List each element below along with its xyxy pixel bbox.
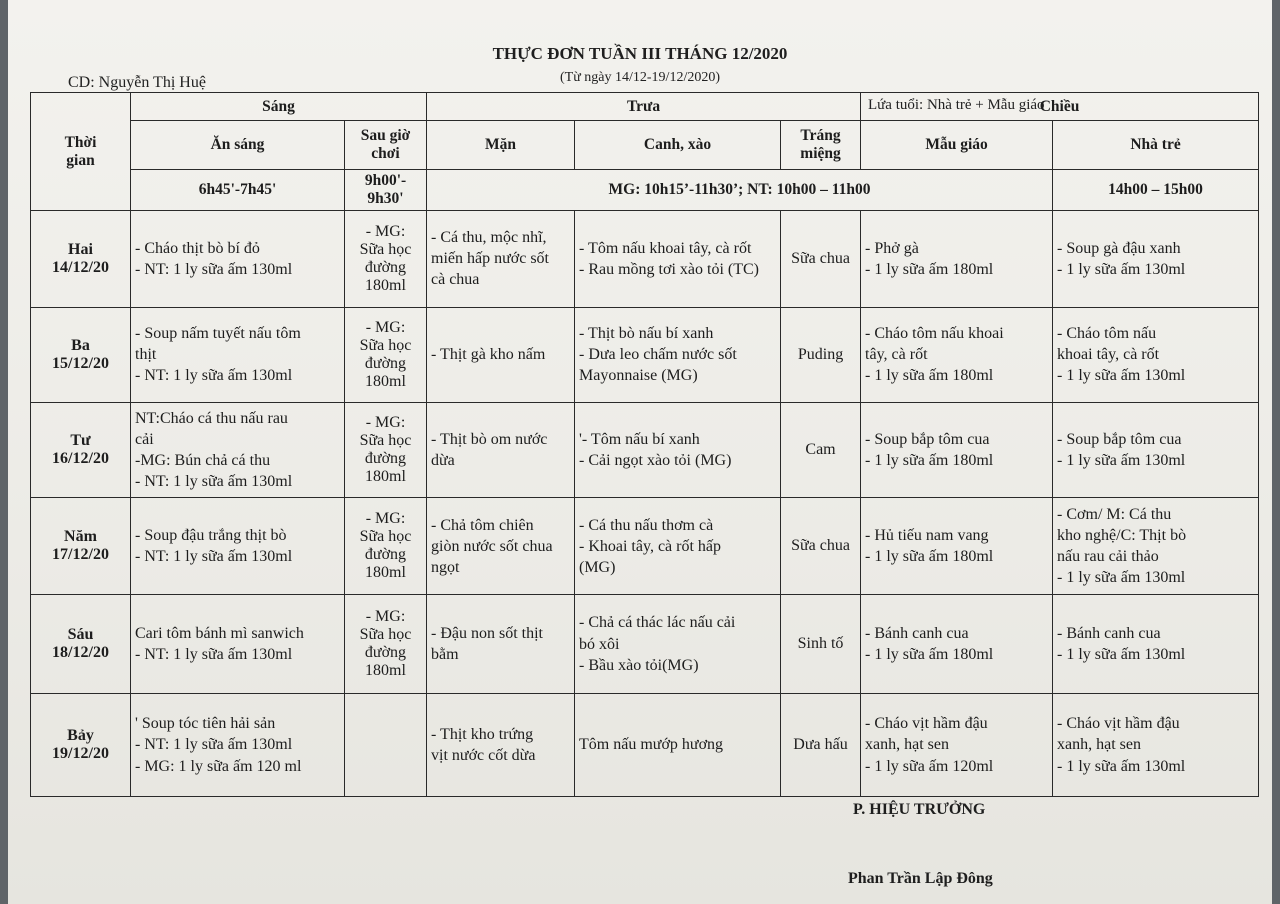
cell-line: Năm <box>64 528 97 546</box>
cell-line: - Cá thu, mộc nhĩ, <box>431 229 547 247</box>
cell-line: Bảy <box>67 727 94 745</box>
cell-line: - NT: 1 ly sữa ấm 130ml <box>135 367 293 385</box>
cell-line: Tôm nấu mướp hương <box>579 736 724 754</box>
trang-mieng-cell <box>781 402 861 498</box>
cell-line: - MG: <box>365 222 406 240</box>
man-cell <box>427 694 575 797</box>
trang-mieng-cell <box>781 498 861 595</box>
menu-paper <box>8 0 1272 904</box>
time-an-sang: 6h45'-7h45' <box>131 169 345 210</box>
cell-line: - MG: <box>365 510 406 528</box>
cell-line: Sữa học <box>359 240 412 258</box>
cell-line: thịt <box>135 346 157 364</box>
table-row <box>31 211 1259 308</box>
sau-gio-choi-cell <box>345 694 427 797</box>
an-sang-cell <box>131 307 345 402</box>
cell-line: Puding <box>797 345 844 363</box>
cell-line: đường <box>364 354 407 372</box>
cell-line: - Thịt bò nấu bí xanh <box>579 325 714 343</box>
cell-line: xanh, hạt sen <box>1057 736 1142 754</box>
an-sang-cell <box>131 498 345 595</box>
mau-giao-cell <box>861 595 1053 694</box>
day-cell <box>31 694 131 797</box>
cell-line: nấu rau cải thảo <box>1057 548 1159 566</box>
canh-xao-cell <box>575 498 781 595</box>
cd-name: CD: Nguyễn Thị Huệ <box>68 74 206 91</box>
nha-tre-cell <box>1053 595 1259 694</box>
cell-line: đường <box>364 546 407 564</box>
table-row <box>31 498 1259 595</box>
cell-line: 180ml <box>365 372 406 390</box>
header-time: Thời gian <box>31 93 131 211</box>
cell-line: - Bầu xào tỏi(MG) <box>579 656 699 674</box>
mau-giao-cell <box>861 307 1053 402</box>
cell-line: - NT: 1 ly sữa ấm 130ml <box>135 260 293 278</box>
cell-line: - NT: 1 ly sữa ấm 130ml <box>135 548 293 566</box>
cell-line: - Thịt kho trứng <box>431 725 534 743</box>
cell-line: Sinh tố <box>797 635 844 653</box>
age-group: Lứa tuổi: Nhà trẻ + Mẫu giáo <box>868 97 1045 113</box>
cell-line: -MG: Bún chả cá thu <box>135 452 271 470</box>
an-sang-cell <box>131 402 345 498</box>
cell-line: - 1 ly sữa ấm 130ml <box>1057 569 1186 587</box>
nha-tre-cell <box>1053 307 1259 402</box>
cell-line: - Soup bắp tôm cua <box>1057 430 1182 448</box>
cell-line: - MG: <box>365 608 406 626</box>
mau-giao-cell <box>861 211 1053 308</box>
cell-line: vịt nước cốt dừa <box>431 747 536 765</box>
man-cell <box>427 307 575 402</box>
cell-line: - 1 ly sữa ấm 130ml <box>1057 260 1186 278</box>
cell-line: giòn nước sốt chua <box>431 537 553 555</box>
sau-gio-choi-cell <box>345 498 427 595</box>
cell-line: - Cháo thịt bò bí đỏ <box>135 239 260 257</box>
an-sang-cell <box>131 211 345 308</box>
nha-tre-cell <box>1053 694 1259 797</box>
cell-line: - Cháo tôm nấu khoai <box>865 325 1004 343</box>
cell-line: khoai tây, cà rốt <box>1057 346 1160 364</box>
cell-line: - Soup bắp tôm cua <box>865 430 990 448</box>
cell-line: Sữa chua <box>791 537 850 555</box>
cell-line: Sáu <box>67 626 94 644</box>
cell-line: - Cháo vịt hầm đậu <box>865 715 988 733</box>
cell-line: Sữa chua <box>791 249 850 267</box>
cell-line: - 1 ly sữa ấm 180ml <box>865 367 994 385</box>
cell-line: 17/12/20 <box>52 546 109 564</box>
cell-line: - 1 ly sữa ấm 120ml <box>865 757 994 775</box>
principal-name: Phan Trần Lập Đông <box>848 870 993 887</box>
header-man: Mặn <box>427 121 575 169</box>
canh-xao-cell <box>575 307 781 402</box>
cell-line: - 1 ly sữa ấm 180ml <box>865 452 994 470</box>
cell-line: - MG: <box>365 414 406 432</box>
cell-line: - 1 ly sữa ấm 130ml <box>1057 452 1186 470</box>
header-sau-gio-choi: Sau giờ chơi <box>345 121 427 169</box>
canh-xao-cell <box>575 211 781 308</box>
cell-line: - Soup đậu trắng thịt bò <box>135 527 287 545</box>
cell-line: 19/12/20 <box>52 745 109 763</box>
cell-line: 15/12/20 <box>52 354 109 372</box>
canh-xao-cell <box>575 595 781 694</box>
cell-line: - NT: 1 ly sữa ấm 130ml <box>135 736 293 754</box>
cell-line: - Cơm/ M: Cá thu <box>1057 506 1172 524</box>
header-sang: Sáng <box>131 93 427 121</box>
cell-line: - Soup nấm tuyết nấu tôm <box>135 325 301 343</box>
header-chieu: Chiều <box>861 93 1259 121</box>
cell-line: bằm <box>431 646 459 664</box>
cell-line: - 1 ly sữa ấm 180ml <box>865 548 994 566</box>
cell-line: Cari tôm bánh mì sanwich <box>135 625 304 643</box>
cell-line: - Phở gà <box>865 239 919 257</box>
day-cell <box>31 595 131 694</box>
trang-mieng-cell <box>781 694 861 797</box>
trang-mieng-cell <box>781 595 861 694</box>
cell-line: Mayonnaise (MG) <box>579 367 698 385</box>
cell-line: 18/12/20 <box>52 644 109 662</box>
cell-line: - Cải ngọt xào tỏi (MG) <box>579 452 732 470</box>
header-mau-giao: Mẫu giáo <box>861 121 1053 169</box>
nha-tre-cell <box>1053 211 1259 308</box>
man-cell <box>427 402 575 498</box>
cell-line: cà chua <box>431 271 480 289</box>
mau-giao-cell <box>861 402 1053 498</box>
cell-line: bó xôi <box>579 635 620 653</box>
nha-tre-cell <box>1053 498 1259 595</box>
time-trua: MG: 10h15’-11h30’; NT: 10h00 – 11h00 <box>427 169 1053 210</box>
cell-line: - Thịt bò om nước <box>431 430 548 448</box>
time-sau-gio-choi: 9h00'- 9h30' <box>345 169 427 210</box>
cell-line: - 1 ly sữa ấm 130ml <box>1057 367 1186 385</box>
cell-line: NT:Cháo cá thu nấu rau <box>135 409 288 427</box>
table-row <box>31 307 1259 402</box>
cell-line: - 1 ly sữa ấm 130ml <box>1057 646 1186 664</box>
day-rows <box>31 211 1259 797</box>
cell-line: xanh, hạt sen <box>865 736 950 754</box>
table-row <box>31 595 1259 694</box>
cell-line: Ba <box>71 336 90 354</box>
cell-line: Cam <box>805 441 836 459</box>
header-trua: Trưa <box>427 93 861 121</box>
weekly-menu-table <box>30 92 1259 797</box>
cell-line: (MG) <box>579 558 616 576</box>
an-sang-cell <box>131 595 345 694</box>
table-row <box>31 402 1259 498</box>
mau-giao-cell <box>861 498 1053 595</box>
cell-line: - 1 ly sữa ấm 130ml <box>1057 757 1186 775</box>
header-nha-tre: Nhà trẻ <box>1053 121 1259 169</box>
cell-line: 180ml <box>365 468 406 486</box>
cell-line: đường <box>364 450 407 468</box>
day-cell <box>31 211 131 308</box>
cell-line: dừa <box>431 452 455 470</box>
cell-line: - Cá thu nấu thơm cà <box>579 516 714 534</box>
header-trang-mieng: Tráng miệng <box>781 121 861 169</box>
cell-line: đường <box>364 644 407 662</box>
cell-line: - Dưa leo chấm nước sốt <box>579 346 737 364</box>
mau-giao-cell <box>861 694 1053 797</box>
cell-line: - 1 ly sữa ấm 180ml <box>865 646 994 664</box>
cell-line: - Soup gà đậu xanh <box>1057 239 1181 257</box>
cell-line: - MG: 1 ly sữa ấm 120 ml <box>135 757 302 775</box>
cell-line: - Tôm nấu khoai tây, cà rốt <box>579 239 752 257</box>
an-sang-cell <box>131 694 345 797</box>
cell-line: kho nghệ/C: Thịt bò <box>1057 527 1187 545</box>
cell-line: - NT: 1 ly sữa ấm 130ml <box>135 473 293 491</box>
cell-line: Tư <box>70 432 91 450</box>
date-range: (Từ ngày 14/12-19/12/2020) <box>559 70 720 85</box>
page-title: THỰC ĐƠN TUẦN III THÁNG 12/2020 <box>492 44 788 63</box>
cell-line: 180ml <box>365 276 406 294</box>
cell-line: - MG: <box>365 318 406 336</box>
cell-line: - 1 ly sữa ấm 180ml <box>865 260 994 278</box>
principal-title: P. HIỆU TRƯỞNG <box>853 801 986 818</box>
header-canh-xao: Canh, xào <box>575 121 781 169</box>
cell-line: - Bánh canh cua <box>1057 625 1161 643</box>
cell-line: - Khoai tây, cà rốt hấp <box>579 537 722 555</box>
cell-line: Sữa học <box>359 432 412 450</box>
day-cell <box>31 307 131 402</box>
time-chieu: 14h00 – 15h00 <box>1053 169 1259 210</box>
cell-line: - Rau mồng tơi xào tỏi (TC) <box>579 260 759 278</box>
cell-line: cải <box>135 430 154 448</box>
man-cell <box>427 595 575 694</box>
cell-line: miến hấp nước sốt <box>431 250 549 268</box>
cell-line: 180ml <box>365 662 406 680</box>
cell-line: - Bánh canh cua <box>865 625 969 643</box>
cell-line: ngọt <box>431 558 460 576</box>
cell-line: đường <box>364 258 407 276</box>
cell-line: Dưa hấu <box>793 736 848 754</box>
sau-gio-choi-cell <box>345 211 427 308</box>
cell-line: Sữa học <box>359 528 412 546</box>
cell-line: 14/12/20 <box>52 258 109 276</box>
cell-line: - Thịt gà kho nấm <box>431 346 546 364</box>
cell-line: ' Soup tóc tiên hải sản <box>135 715 276 733</box>
cell-line: '- Tôm nấu bí xanh <box>579 430 700 448</box>
cell-line: - Hủ tiếu nam vang <box>865 527 989 545</box>
cell-line: tây, cà rốt <box>865 346 928 364</box>
cell-line: - Đậu non sốt thịt <box>431 625 543 643</box>
man-cell <box>427 498 575 595</box>
cell-line: - Cháo vịt hầm đậu <box>1057 715 1180 733</box>
cell-line: - Chả tôm chiên <box>431 516 534 534</box>
canh-xao-cell <box>575 402 781 498</box>
sau-gio-choi-cell <box>345 307 427 402</box>
cell-line: Sữa học <box>359 626 412 644</box>
nha-tre-cell <box>1053 402 1259 498</box>
canh-xao-cell <box>575 694 781 797</box>
sau-gio-choi-cell <box>345 402 427 498</box>
trang-mieng-cell <box>781 211 861 308</box>
man-cell <box>427 211 575 308</box>
trang-mieng-cell <box>781 307 861 402</box>
day-cell <box>31 402 131 498</box>
sau-gio-choi-cell <box>345 595 427 694</box>
cell-line: 180ml <box>365 564 406 582</box>
table-row <box>31 694 1259 797</box>
cell-line: Sữa học <box>359 336 412 354</box>
cell-line: Hai <box>68 240 93 258</box>
cell-line: - NT: 1 ly sữa ấm 130ml <box>135 646 293 664</box>
cell-line: - Chả cá thác lác nấu cải <box>579 614 736 632</box>
day-cell <box>31 498 131 595</box>
cell-line: 16/12/20 <box>52 450 109 468</box>
header-an-sang: Ăn sáng <box>131 121 345 169</box>
cell-line: - Cháo tôm nấu <box>1057 325 1157 343</box>
